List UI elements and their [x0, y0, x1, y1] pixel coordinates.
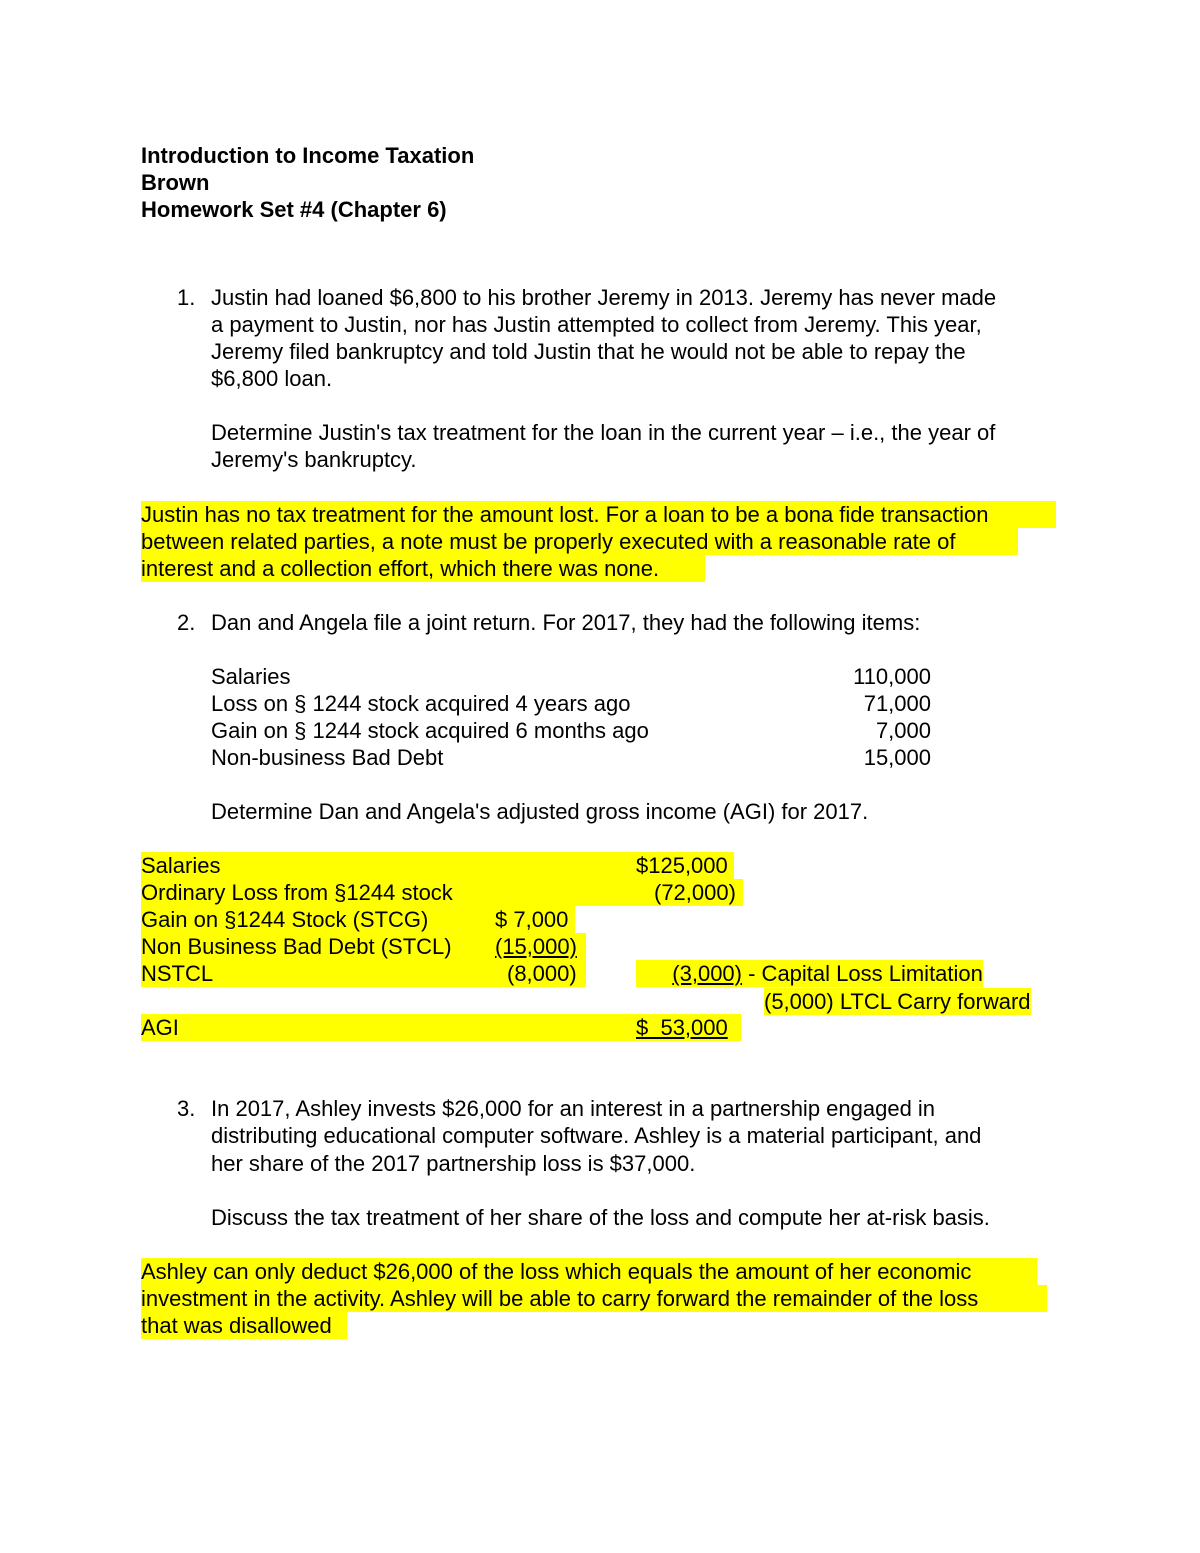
item-label: Gain on § 1244 stock acquired 6 months ago [211, 718, 649, 743]
answer-2-value: $ 7,000 [495, 907, 569, 932]
answer-2-value: (72,000) [654, 880, 736, 905]
answer-3-line: that was disallowed [141, 1313, 332, 1338]
item-value: 7,000 [875, 718, 931, 743]
answer-2-label: Salaries [141, 853, 221, 878]
question-2-intro: Dan and Angela file a joint return. For 2017, they had the following items: [211, 610, 921, 635]
item-value: 71,000 [863, 691, 931, 716]
item-label: Salaries [211, 664, 291, 689]
answer-3-line: Ashley can only deduct $26,000 of the loss which equals the amount of her economic [141, 1259, 972, 1284]
answer-2-value: (15,000) [495, 934, 577, 959]
answer-2-label: AGI [141, 1015, 179, 1040]
capital-loss-limitation [636, 960, 983, 987]
answer-2-label: Non Business Bad Debt (STCL) [141, 934, 452, 959]
course-title: Introduction to Income Taxation [141, 143, 475, 168]
question-1-line: Justin had loaned $6,800 to his brother Jeremy in 2013. Jeremy has never made [211, 285, 997, 310]
question-1-number: 1. [177, 285, 196, 310]
question-1-prompt: Jeremy's bankruptcy. [211, 447, 417, 472]
instructor-name: Brown [141, 170, 210, 195]
answer-2-value: $125,000 [636, 853, 728, 878]
question-1-line: a payment to Justin, nor has Justin attempted to collect from Jeremy. This year, [211, 312, 982, 337]
question-1-line: Jeremy filed bankruptcy and told Justin that he would not be able to repay the [211, 339, 966, 364]
answer-2-value: (8,000) [507, 961, 577, 986]
question-3-number: 3. [177, 1096, 196, 1121]
question-2-number: 2. [177, 610, 196, 635]
question-3-prompt: Discuss the tax treatment of her share of the loss and compute her at-risk basis. [211, 1205, 990, 1230]
question-3-line: her share of the 2017 partnership loss is $37,000. [211, 1151, 696, 1176]
question-3-line: In 2017, Ashley invests $26,000 for an interest in a partnership engaged in [211, 1096, 936, 1121]
answer-1-line: interest and a collection effort, which there was none. [141, 556, 660, 581]
limit-value: (3,000) [672, 961, 742, 986]
answer-3-line: investment in the activity. Ashley will be able to carry forward the remainder of the loss [141, 1286, 979, 1311]
question-2-prompt: Determine Dan and Angela's adjusted gross income (AGI) for 2017. [211, 799, 869, 824]
question-1-line: $6,800 loan. [211, 366, 333, 391]
answer-2-label: Gain on §1244 Stock (STCG) [141, 907, 429, 932]
carry-forward: (5,000) LTCL Carry forward [764, 989, 1031, 1014]
agi-value: $ 53,000 [636, 1015, 728, 1040]
item-value: 110,000 [853, 664, 931, 689]
assignment-title: Homework Set #4 (Chapter 6) [141, 197, 447, 222]
item-value: 15,000 [863, 745, 931, 770]
answer-2-label: Ordinary Loss from §1244 stock [141, 880, 453, 905]
item-label: Loss on § 1244 stock acquired 4 years ago [211, 691, 631, 716]
answer-2-label: NSTCL [141, 961, 214, 986]
question-3-line: distributing educational computer software. Ashley is a material participant, and [211, 1123, 982, 1148]
answer-1-line: between related parties, a note must be properly executed with a reasonable rate of [141, 529, 956, 554]
question-1-prompt: Determine Justin's tax treatment for the loan in the current year – i.e., the year of [211, 420, 996, 445]
item-label: Non-business Bad Debt [211, 745, 444, 770]
answer-1-line: Justin has no tax treatment for the amount lost. For a loan to be a bona fide transaction [141, 502, 989, 527]
limit-text: - Capital Loss Limitation [742, 961, 983, 986]
